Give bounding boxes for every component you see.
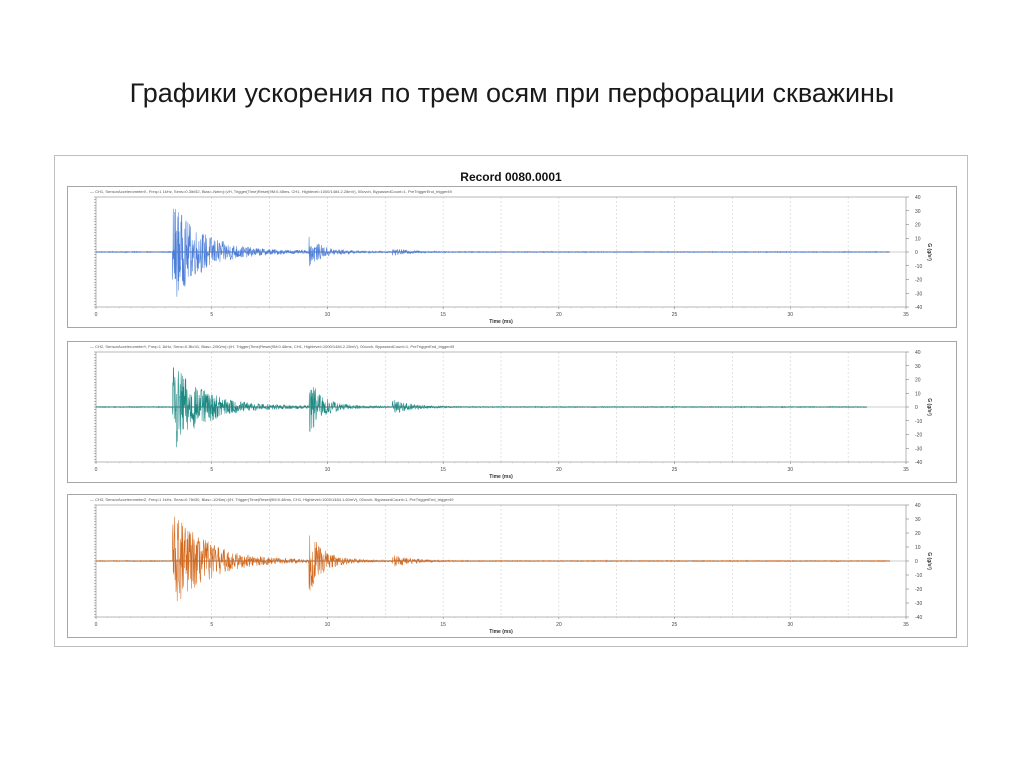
x-tick-label: 20 bbox=[556, 467, 562, 473]
y-tick-label: -20 bbox=[915, 277, 923, 284]
y-tick-label: -40 bbox=[915, 460, 923, 466]
chart-panel-x bbox=[67, 186, 957, 328]
y-tick-label: -10 bbox=[915, 418, 923, 425]
y-tick-label: 40 bbox=[915, 350, 921, 356]
y-tick-label: -40 bbox=[915, 615, 923, 621]
y-tick-label: -20 bbox=[915, 432, 923, 439]
chart-title: Record 0080.0001 bbox=[460, 170, 562, 184]
chart-figure bbox=[54, 155, 968, 647]
y-tick-label: 10 bbox=[915, 545, 921, 551]
x-tick-label: 20 bbox=[556, 622, 562, 628]
y-tick-label: 0 bbox=[915, 405, 918, 411]
y-tick-label: -10 bbox=[915, 263, 923, 270]
y-tick-label: 10 bbox=[915, 391, 921, 398]
x-tick-label: 0 bbox=[94, 312, 98, 318]
x-tick-label: 0 bbox=[94, 622, 98, 628]
y-tick-label: 30 bbox=[915, 517, 921, 523]
x-tick-label: 15 bbox=[440, 467, 446, 473]
y-tick-label: -30 bbox=[915, 601, 923, 607]
y-tick-label: 40 bbox=[915, 503, 921, 509]
y-tick-label: 30 bbox=[915, 208, 921, 215]
x-tick-label: 15 bbox=[440, 622, 446, 628]
y-tick-label: 40 bbox=[915, 195, 921, 201]
chart-panel-z bbox=[67, 494, 957, 638]
x-tick-label: 30 bbox=[787, 312, 794, 318]
series-line bbox=[96, 517, 890, 601]
x-tick-label: 5 bbox=[210, 312, 214, 318]
y-tick-label: 0 bbox=[915, 559, 918, 565]
y-tick-label: -10 bbox=[915, 573, 923, 579]
y-tick-label: -30 bbox=[915, 446, 923, 453]
x-tick-label: 30 bbox=[787, 467, 794, 473]
x-tick-label: 35 bbox=[903, 467, 909, 473]
x-tick-label: 35 bbox=[903, 312, 909, 318]
series-line bbox=[96, 209, 890, 297]
x-tick-label: 25 bbox=[671, 467, 678, 473]
x-tick-label: 10 bbox=[324, 622, 331, 628]
x-tick-label: 30 bbox=[787, 622, 794, 628]
x-tick-label: 5 bbox=[210, 467, 214, 473]
x-tick-label: 15 bbox=[440, 312, 446, 318]
slide-title: Графики ускорения по трем осям при перфорации скважины bbox=[129, 78, 895, 108]
panel-header: — CH1, SensorAccelerometerX, Freq=1 1kHz, Sens=0.3lb/52, Bias=-Neim(=)/H, Trigger(Time)Reset(9M:0.48ms, CH1, Highlevel=1000/1484.2.28mV), 00ovch, BypassedCount=1, PreTriggerEnd_trigger49 bbox=[90, 189, 452, 194]
y-tick-label: 20 bbox=[915, 222, 921, 229]
y-tick-label: -40 bbox=[915, 305, 923, 311]
panel-plot bbox=[68, 342, 956, 484]
y-tick-label: -30 bbox=[915, 291, 923, 298]
y-tick-label: 30 bbox=[915, 363, 921, 370]
x-tick-label: 5 bbox=[210, 622, 214, 628]
x-tick-label: 0 bbox=[94, 467, 98, 473]
x-tick-label: 10 bbox=[324, 312, 331, 318]
y-axis-label: G (g/s²) bbox=[926, 398, 932, 416]
x-axis-label: Time (ms) bbox=[489, 629, 513, 635]
panel-header: — CH3, SensorAccelerometerZ, Freq=1 1kHz, Sens=0.7lb/30, Bias=-10/6m(=)/H, Trigger(Time)Reset(9M:0.48ms, CH1, Highlevel=1000/1484.1.60mV), 00ovch, BypassedCount=1, PreTriggerEnd_trigger49 bbox=[90, 497, 454, 502]
panel-plot bbox=[68, 187, 956, 329]
y-tick-label: 10 bbox=[915, 236, 921, 243]
y-tick-label: 20 bbox=[915, 531, 921, 537]
y-tick-label: 20 bbox=[915, 377, 921, 384]
x-tick-label: 25 bbox=[671, 622, 678, 628]
x-tick-label: 35 bbox=[903, 622, 909, 628]
y-tick-label: 0 bbox=[915, 250, 918, 256]
x-axis-label: Time (ms) bbox=[489, 474, 513, 480]
x-tick-label: 10 bbox=[324, 467, 331, 473]
y-tick-label: -20 bbox=[915, 587, 923, 593]
x-axis-label: Time (ms) bbox=[489, 319, 513, 325]
panel-header: — CH2, SensorAccelerometerY, Freq=1 1kHz, Sens=0.3lb/41, Bias=-2/50/m(=)/H, Trigger(Time)Reset(9M:0.48ms, CH1, Highlevel=1000/1484.2.28mV), 00ovch, BypassedCount=1, PreTriggerEnd_trigger49 bbox=[90, 344, 455, 349]
chart-panel-y bbox=[67, 341, 957, 483]
x-tick-label: 20 bbox=[556, 312, 562, 318]
y-axis-label: G (g/s²) bbox=[926, 243, 932, 261]
x-tick-label: 25 bbox=[671, 312, 678, 318]
y-axis-label: G (g/s²) bbox=[926, 552, 932, 570]
panel-plot bbox=[68, 495, 956, 639]
